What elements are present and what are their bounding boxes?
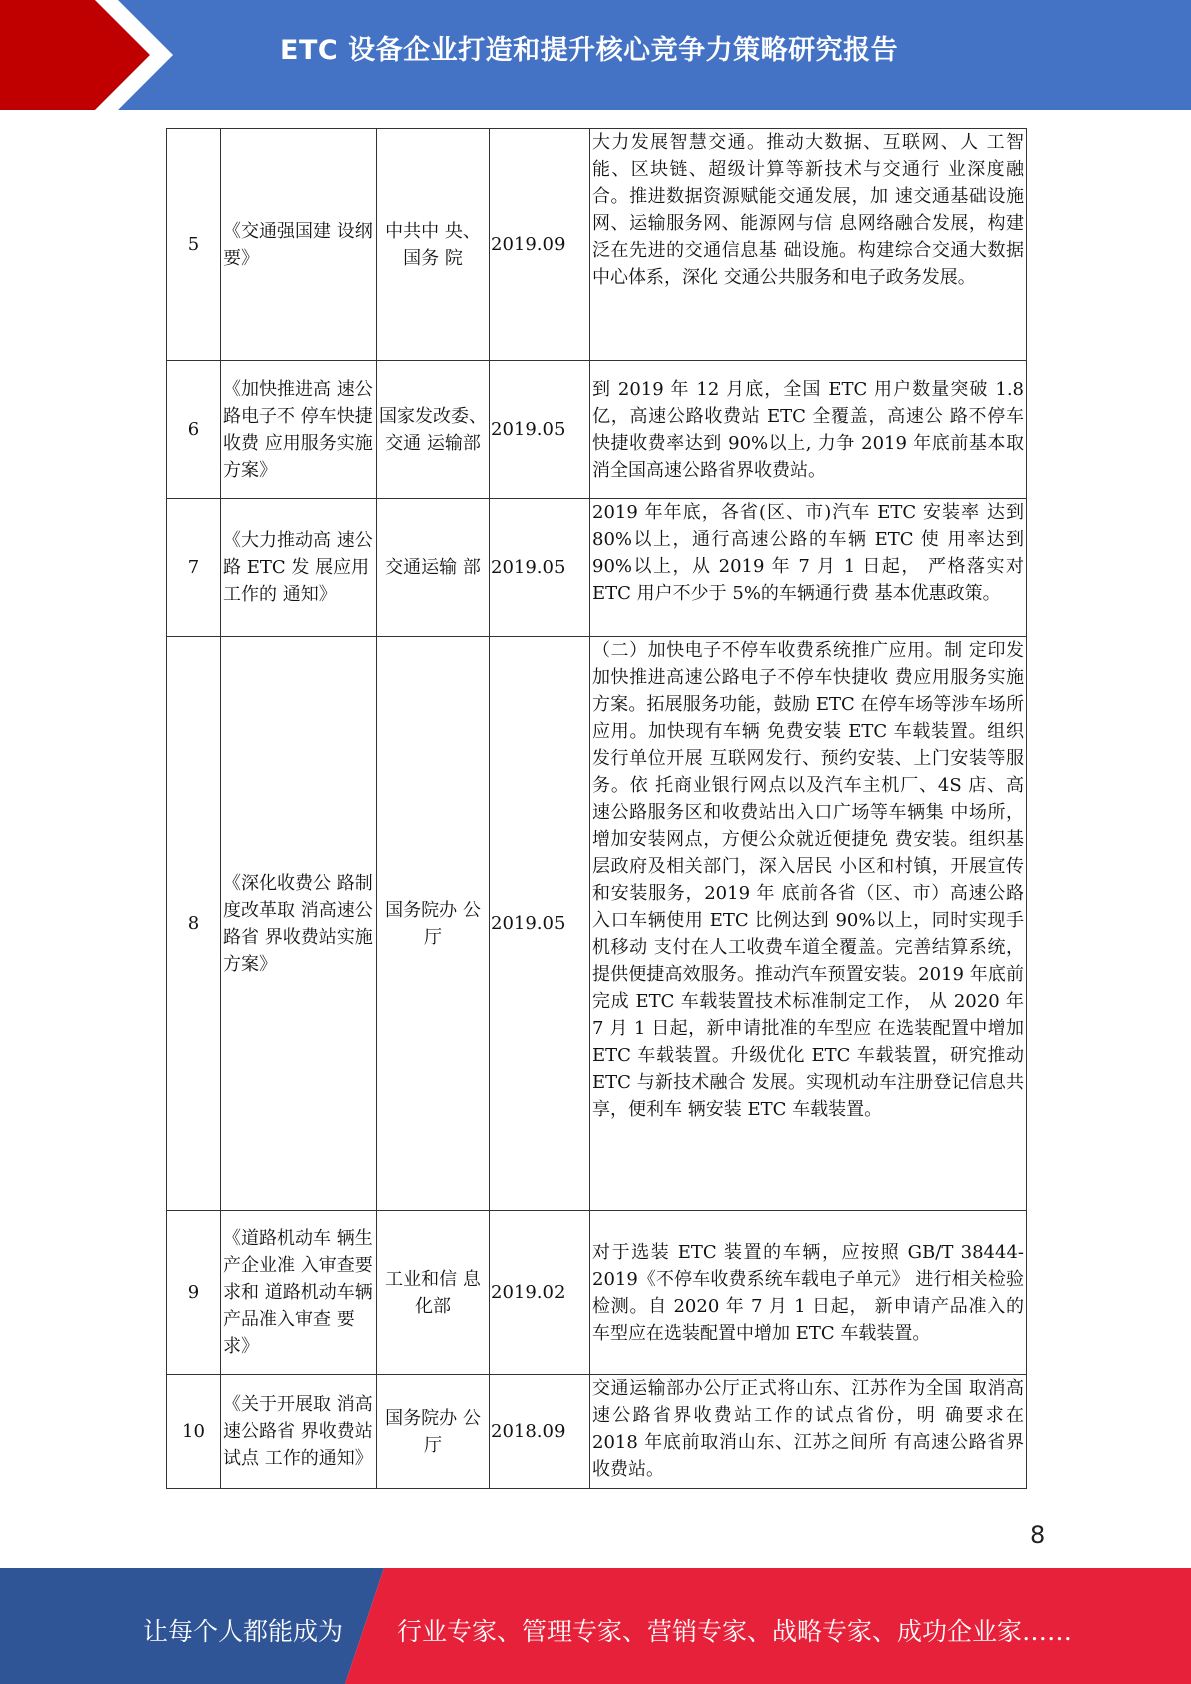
table-row	[167, 361, 1027, 499]
issuing-body: 工业和信 息化部	[377, 1211, 490, 1375]
issuing-body: 交通运输 部	[377, 499, 490, 637]
report-title: ETC 设备企业打造和提升核心竞争力策略研究报告	[280, 35, 899, 66]
page-footer	[0, 1568, 1191, 1684]
issuing-body: 国务院办 公厅	[377, 1375, 490, 1489]
table-row	[167, 1211, 1027, 1375]
issue-date: 2019.05	[490, 361, 590, 499]
issue-date: 2019.09	[490, 129, 590, 361]
issuing-body: 中共中 央、国务 院	[377, 129, 490, 361]
policy-name: 《加快推进高 速公路电子不 停车快捷收费 应用服务实施 方案》	[221, 361, 377, 499]
row-index: 6	[167, 361, 221, 499]
page-header	[0, 0, 1191, 110]
policy-name: 《深化收费公 路制度改革取 消高速公路省 界收费站实施 方案》	[221, 637, 377, 1211]
policy-content: 交通运输部办公厅正式将山东、江苏作为全国 取消高速公路省界收费站工作的试点省份，明 确要求在 2018 年底前取消山东、江苏之间所 有高速公路省界收费站。	[590, 1375, 1027, 1489]
row-index: 8	[167, 637, 221, 1211]
footer-slogan-right: 行业专家、管理专家、营销专家、战略专家、成功企业家……	[397, 1617, 1073, 1646]
policy-name: 《大力推动高 速公路 ETC 发 展应用工作的 通知》	[221, 499, 377, 637]
table-row	[167, 129, 1027, 361]
policy-name: 《交通强国建 设纲要》	[221, 129, 377, 361]
issuing-body: 国务院办 公厅	[377, 637, 490, 1211]
row-index: 7	[167, 499, 221, 637]
table-row	[167, 637, 1027, 1211]
policy-table	[166, 128, 1027, 1489]
issue-date: 2019.02	[490, 1211, 590, 1375]
table-row	[167, 499, 1027, 637]
policy-content: 大力发展智慧交通。推动大数据、互联网、人 工智能、区块链、超级计算等新技术与交通行 业深度融合。推进数据资源赋能交通发展，加 速交通基础设施网、运输服务网、能源网与信 息网络融合发展，构建泛在先进的交通信息基 础设施。构建综合交通大数据中心体系，深化 交通公共服务和电子政务发展。	[590, 129, 1027, 361]
page-number: 8	[1030, 1521, 1046, 1549]
issue-date: 2018.09	[490, 1375, 590, 1489]
policy-content: 到 2019 年 12 月底，全国 ETC 用户数量突破 1.8 亿，高速公路收费站 ETC 全覆盖，高速公 路不停车快捷收费率达到 90%以上, 力争 2019 年底前基本取消全国高速公路省界收费站。	[590, 361, 1027, 499]
footer-slogan-left: 让每个人都能成为	[143, 1617, 344, 1646]
issue-date: 2019.05	[490, 499, 590, 637]
policy-name: 《关于开展取 消高速公路省 界收费站试点 工作的通知》	[221, 1375, 377, 1489]
table-row	[167, 1375, 1027, 1489]
issue-date: 2019.05	[490, 637, 590, 1211]
policy-content: 2019 年年底，各省(区、市)汽车 ETC 安装率 达到 80%以上，通行高速公路的车辆 ETC 使 用率达到 90%以上，从 2019 年 7 月 1 日起， 严格落实对 ETC 用户不少于 5%的车辆通行费 基本优惠政策。	[590, 499, 1027, 637]
row-index: 9	[167, 1211, 221, 1375]
policy-name: 《道路机动车 辆生产企业准 入审查要求和 道路机动车辆 产品准入审查 要求》	[221, 1211, 377, 1375]
issuing-body: 国家发改委、交通 运输部	[377, 361, 490, 499]
row-index: 5	[167, 129, 221, 361]
policy-content: （二）加快电子不停车收费系统推广应用。制 定印发加快推进高速公路电子不停车快捷收 费应用服务实施方案。拓展服务功能，鼓励 ETC 在停车场等涉车场所应用。加快现有车辆 免费安装 ETC 车载装置。组织发行单位开展 互联网发行、预约安装、上门安装等服务。依 托商业银行网点以及汽车主机厂、4S 店、高 速公路服务区和收费站出入口广场等车辆集 中场所，增加安装网点，方便公众就近便捷免 费安装。组织基层政府及相关部门，深入居民 小区和村镇，开展宣传和安装服务，2019 年 底前各省（区、市）高速公路入口车辆使用 ETC 比例达到 90%以上，同时实现手机移动 支付在人工收费车道全覆盖。完善结算系统，提供便捷高效服务。推动汽车预置安装。2019 年底前完成 ETC 车载装置技术标准制定工作， 从 2020 年 7 月 1 日起，新申请批准的车型应 在选装配置中增加 ETC 车载装置。升级优化 ETC 车载装置，研究推动 ETC 与新技术融合 发展。实现机动车注册登记信息共享，便利车 辆安装 ETC 车载装置。	[590, 637, 1027, 1211]
policy-content: 对于选装 ETC 装置的车辆，应按照 GB/T 38444-2019《不停车收费系统车载电子单元》 进行相关检验检测。自 2020 年 7 月 1 日起， 新申请产品准入的车型应在选装配置中增加 ETC 车载装置。	[590, 1211, 1027, 1375]
row-index: 10	[167, 1375, 221, 1489]
